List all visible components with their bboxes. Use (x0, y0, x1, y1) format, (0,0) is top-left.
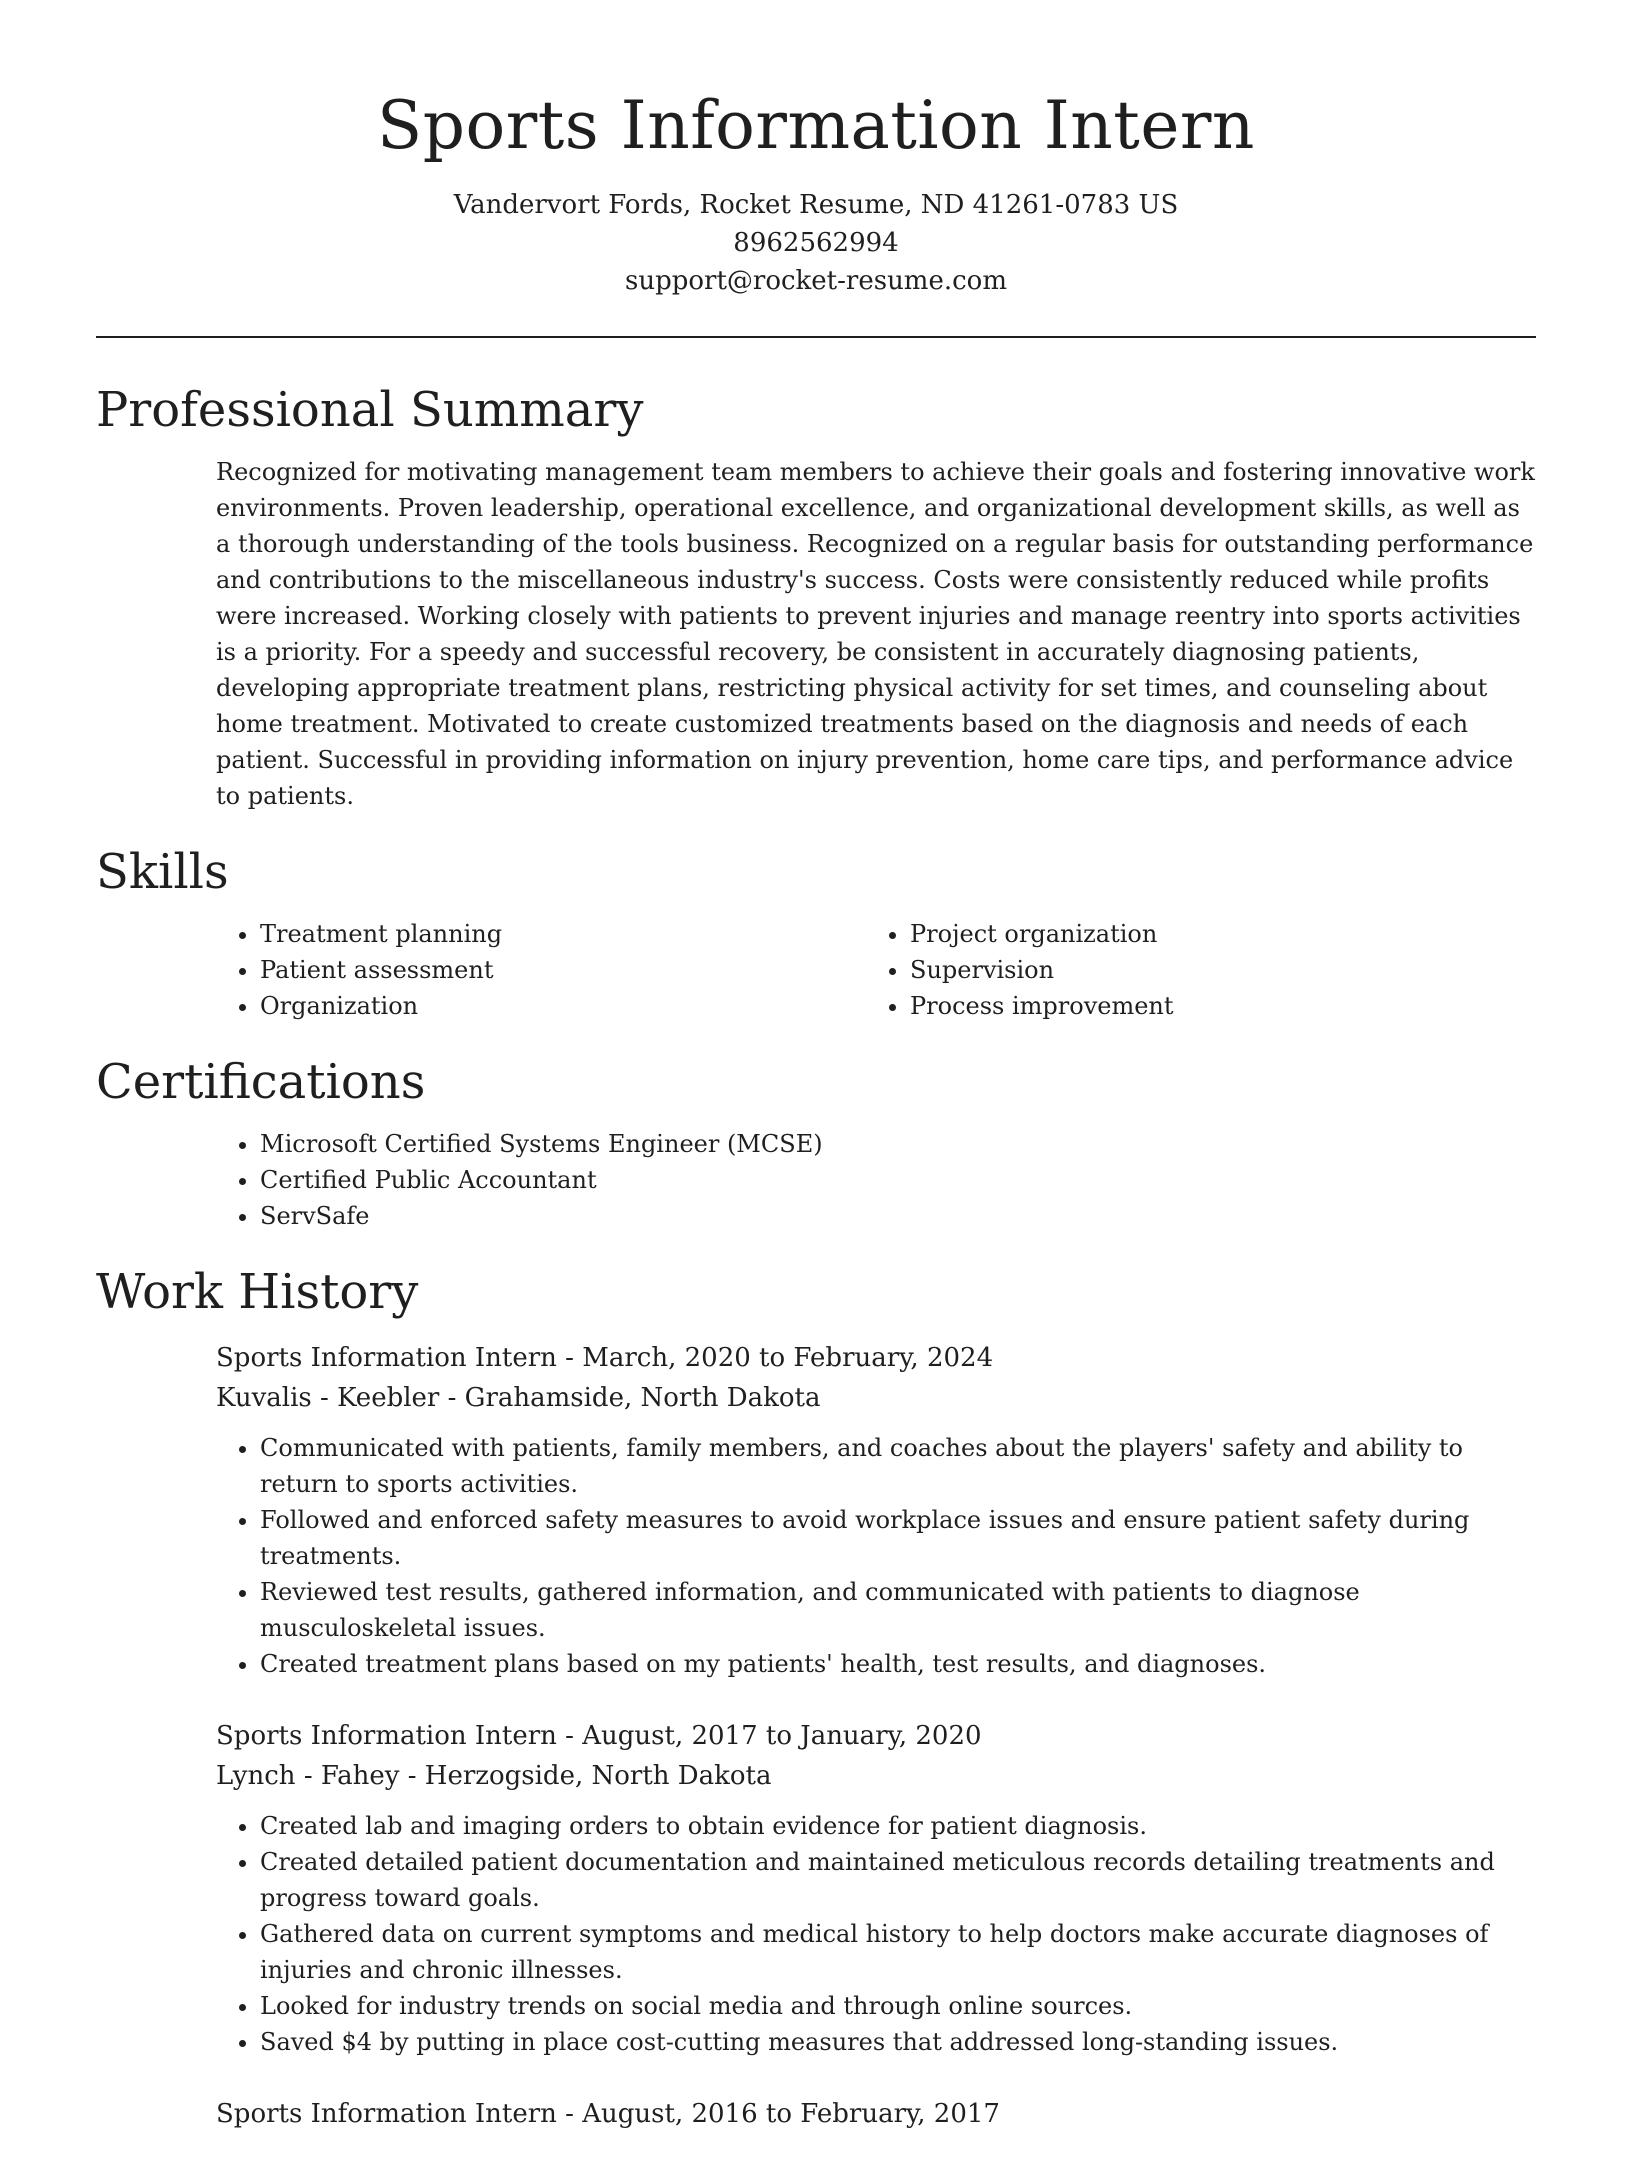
job-employer: Lynch - Fahey (216, 1761, 400, 1791)
contact-phone: 8962562994 (733, 228, 899, 258)
job-duty: • Created lab and imaging orders to obtain evidence for patient diagnosis. (260, 1808, 1536, 1844)
work-history-heading: Work History (96, 1264, 419, 1320)
job-entry (216, 2094, 1536, 2134)
contact-address: Vandervort Fords, Rocket Resume, ND 41261-0783 US (453, 190, 1179, 220)
skills-heading: Skills (96, 844, 229, 900)
job-duty: • Communicated with patients, family members, and coaches about the players' safety and ability to return to sports activities. (260, 1430, 1536, 1502)
job-employer: Kuvalis - Keebler (216, 1383, 440, 1413)
job-entry (216, 1716, 1536, 2060)
skill-item: • Project organization (910, 916, 1516, 952)
resume-header (96, 0, 1536, 300)
skills-grid (216, 916, 1536, 1024)
certifications-heading: Certifications (96, 1054, 426, 1110)
job-title-line (216, 1338, 1536, 1378)
certification-item: • ServSafe (260, 1198, 1536, 1234)
skills-section (96, 840, 1536, 1024)
job-dates: - August, 2017 to January, 2020 (556, 1721, 982, 1751)
skills-list-left (216, 916, 866, 1024)
header-divider (96, 336, 1536, 338)
job-dates: - August, 2016 to February, 2017 (556, 2099, 1000, 2129)
summary-text: Recognized for motivating management team members to achieve their goals and fostering innovative work environments. Proven leadership, operational excellence, and organizational development skills, as well as a thorough understanding of the tools business. Recognized on a regular basis for outstanding performance and contributions to the miscellaneous industry's success. Costs were consistently reduced while profits were increased. Working closely with patients to prevent injuries and manage reentry into sports activities is a priority. For a speedy and successful recovery, be consistent in accurately diagnosing patients, developing appropriate treatment plans, restricting physical activity for set times, and counseling about home treatment. Motivated to create customized treatments based on the diagnosis and needs of each patient. Successful in providing information on injury prevention, home care tips, and performance advice to patients. (216, 458, 1535, 810)
certifications-section (96, 1050, 1536, 1234)
certifications-list (216, 1126, 1536, 1234)
contact-email: support@rocket-resume.com (624, 266, 1007, 296)
skills-column-right (866, 916, 1516, 1024)
job-location: - Grahamside, North Dakota (439, 1383, 821, 1413)
resume-page (96, 0, 1536, 2168)
summary-heading: Professional Summary (96, 382, 644, 438)
job-employer-line (216, 1378, 1536, 1418)
contact-block (96, 186, 1536, 300)
certification-item: • Microsoft Certified Systems Engineer (MCSE) (260, 1126, 1536, 1162)
skill-item: • Supervision (910, 952, 1516, 988)
work-history-body (216, 1338, 1536, 2134)
job-title: Sports Information Intern (216, 1721, 557, 1751)
job-entry (216, 1338, 1536, 1682)
job-duty: • Created detailed patient documentation and maintained meticulous records detailing treatments and progress toward goals. (260, 1844, 1536, 1916)
job-duty: • Gathered data on current symptoms and medical history to help doctors make accurate diagnoses of injuries and chronic illnesses. (260, 1916, 1536, 1988)
job-title: Sports Information Intern (216, 2099, 557, 2129)
job-title-line (216, 2094, 1536, 2134)
job-employer-line (216, 1756, 1536, 1796)
summary-section (96, 378, 1536, 814)
job-duties-list (216, 1430, 1536, 1682)
skill-item: • Process improvement (910, 988, 1516, 1024)
candidate-name: Sports Information Intern (377, 87, 1255, 164)
job-duty: • Saved $4 by putting in place cost-cutting measures that addressed long-standing issues. (260, 2024, 1536, 2060)
skills-list-right (866, 916, 1516, 1024)
job-title: Sports Information Intern (216, 1343, 557, 1373)
job-duty: • Created treatment plans based on my patients' health, test results, and diagnoses. (260, 1646, 1536, 1682)
work-history-section (96, 1260, 1536, 2134)
job-duty: • Followed and enforced safety measures to avoid workplace issues and ensure patient safety during treatments. (260, 1502, 1536, 1574)
job-duty: • Looked for industry trends on social media and through online sources. (260, 1988, 1536, 2024)
job-dates: - March, 2020 to February, 2024 (556, 1343, 994, 1373)
certifications-body (216, 1126, 1536, 1234)
skill-item: • Treatment planning (260, 916, 866, 952)
job-duty: • Reviewed test results, gathered information, and communicated with patients to diagnose musculoskeletal issues. (260, 1574, 1536, 1646)
summary-body (216, 454, 1536, 814)
job-duties-list (216, 1808, 1536, 2060)
skill-item: • Organization (260, 988, 866, 1024)
skill-item: • Patient assessment (260, 952, 866, 988)
job-location: - Herzogside, North Dakota (399, 1761, 772, 1791)
skills-column-left (216, 916, 866, 1024)
certification-item: • Certified Public Accountant (260, 1162, 1536, 1198)
job-title-line (216, 1716, 1536, 1756)
